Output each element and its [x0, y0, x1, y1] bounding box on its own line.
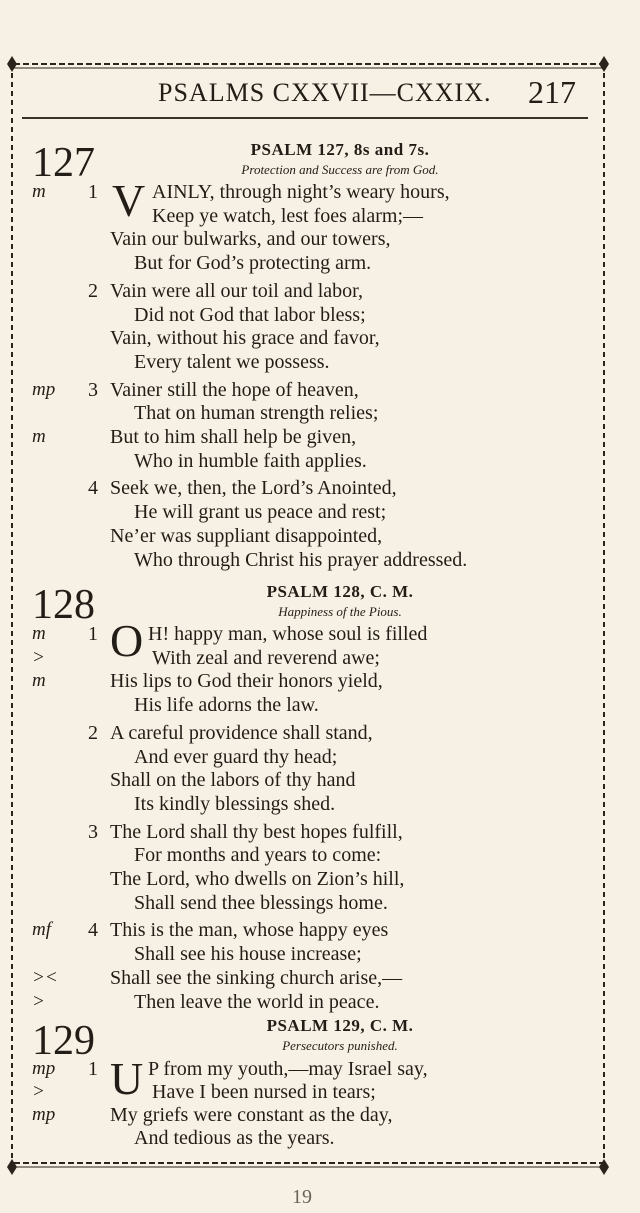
psalm-number: 129: [32, 1018, 95, 1064]
verse-text: Seek we, then, the Lord’s Anointed,: [110, 477, 397, 500]
psalm-title: PSALM 128, C. M.: [266, 582, 414, 601]
verse-line: [0, 1104, 640, 1128]
verse-line: [0, 252, 640, 276]
running-head-title: PSALMS CXXVII—CXXIX.: [158, 78, 492, 107]
verse-text: P from my youth,—may Israel say,: [148, 1058, 428, 1080]
psalm-number: 127: [32, 140, 95, 186]
verse-text: That on human strength relies;: [134, 402, 379, 425]
verse-number: 4: [88, 477, 98, 500]
psalm-title: PSALM 127, 8s and 7s.: [250, 140, 430, 159]
verse-text: My griefs were constant as the day,: [110, 1104, 393, 1126]
dynamic-marking: mf: [32, 919, 51, 941]
verse-text: Keep ye watch, lest foes alarm;—: [152, 204, 424, 227]
verse-text: His lips to God their honors yield,: [110, 670, 383, 693]
verse-line: [0, 525, 640, 549]
psalm-subtitle: Happiness of the Pious.: [278, 604, 402, 619]
page-number: 217: [528, 74, 576, 110]
verse-number: 1: [88, 1058, 98, 1080]
verse-text: AINLY, through night’s weary hours,: [152, 181, 450, 203]
verse-text: His life adorns the law.: [134, 694, 319, 717]
drop-cap: V: [112, 175, 146, 226]
verse-line: [0, 304, 640, 328]
verse-text: Every talent we possess.: [134, 350, 330, 373]
verse-text: A careful providence shall stand,: [110, 721, 373, 744]
verse-text: H! happy man, whose soul is filled: [148, 623, 428, 645]
verse-text: The Lord shall thy best hopes fulfill,: [110, 820, 403, 843]
signature-mark: 19: [292, 1186, 312, 1208]
verse-number: 4: [88, 919, 98, 942]
dynamic-marking: m: [32, 181, 46, 202]
psalm-subtitle: Persecutors punished.: [282, 1038, 398, 1053]
running-head: [0, 74, 640, 114]
verse-line: [0, 351, 640, 375]
verse-line: [0, 549, 640, 573]
verse-line: [0, 967, 640, 991]
dynamic-marking: m: [32, 426, 46, 447]
verse-number: 1: [88, 181, 98, 203]
verse-line: [0, 181, 640, 205]
verse-line: [0, 1127, 640, 1151]
verse-text: Shall see his house increase;: [134, 943, 362, 966]
verse-text: Who through Christ his prayer addressed.: [134, 548, 468, 571]
dynamic-marking: ><: [32, 966, 58, 988]
verse-text: And tedious as the years.: [134, 1127, 335, 1149]
verse-text: This is the man, whose happy eyes: [110, 919, 389, 942]
verse-number: 2: [88, 279, 98, 302]
verse-text: Who in humble faith applies.: [134, 449, 367, 472]
psalm-subtitle: Protection and Success are from God.: [241, 162, 439, 177]
verse-number: 3: [88, 378, 98, 401]
verse-line: [0, 769, 640, 793]
verse-text: The Lord, who dwells on Zion’s hill,: [110, 868, 405, 890]
verse-text: Shall send thee blessings home.: [134, 891, 388, 914]
verse-line: [0, 647, 640, 671]
verse-line: [0, 1058, 640, 1082]
verse-text: He will grant us peace and rest;: [134, 501, 387, 524]
verse-line: [0, 892, 640, 916]
verse-line: [0, 793, 640, 817]
verse-line: [0, 280, 640, 304]
verse-line: [0, 379, 640, 403]
verse-text: But for God’s protecting arm.: [134, 252, 372, 275]
dynamic-marking: mp: [32, 1104, 56, 1125]
dynamic-marking: >: [32, 646, 45, 668]
verse-text: Then leave the world in peace.: [134, 990, 380, 1013]
psalm-number: 128: [32, 582, 95, 628]
verse-line: [0, 991, 640, 1015]
verse-text: Shall see the sinking church arise,—: [110, 966, 403, 989]
verse-line: [0, 670, 640, 694]
verse-text: Have I been nursed in tears;: [152, 1081, 376, 1103]
verse-line: [0, 501, 640, 525]
verse-text: Vain our bulwarks, and our towers,: [110, 228, 391, 251]
verse-text: With zeal and reverend awe;: [152, 646, 380, 669]
drop-cap: O: [110, 615, 144, 666]
verse-line: [0, 844, 640, 868]
verse-line: [0, 943, 640, 967]
verse-line: [0, 919, 640, 943]
verse-text: Its kindly blessings shed.: [134, 792, 336, 815]
verse-line: [0, 426, 640, 450]
verse-line: [0, 402, 640, 426]
verse-text: Vain, without his grace and favor,: [110, 327, 380, 350]
verse-text: Vain were all our toil and labor,: [110, 279, 364, 302]
dynamic-marking: mp: [32, 1058, 56, 1079]
verse-line: [0, 821, 640, 845]
verse-number: 3: [88, 820, 98, 843]
dynamic-marking: >: [32, 1081, 45, 1102]
dynamic-marking: >: [32, 990, 45, 1012]
verse-line: [0, 694, 640, 718]
header-rule: [22, 117, 588, 119]
verse-text: Ne’er was suppliant disappointed,: [110, 524, 383, 547]
verse-line: [0, 623, 640, 647]
verse-text: Vainer still the hope of heaven,: [110, 378, 359, 401]
verse-number: 1: [88, 623, 98, 645]
verse-text: Did not God that labor bless;: [134, 303, 366, 326]
verse-text: And ever guard thy head;: [134, 745, 338, 768]
verse-line: [0, 327, 640, 351]
drop-cap: U: [110, 1053, 144, 1104]
psalm-title: PSALM 129, C. M.: [266, 1016, 414, 1035]
dynamic-marking: mp: [32, 378, 56, 400]
verse-text: For months and years to come:: [134, 844, 382, 867]
verse-text: But to him shall help be given,: [110, 426, 357, 448]
verse-line: [0, 746, 640, 770]
verse-number: 2: [88, 721, 98, 744]
verse-line: [0, 450, 640, 474]
verse-text: Shall on the labors of thy hand: [110, 769, 356, 792]
verse-line: [0, 1081, 640, 1105]
dynamic-marking: m: [32, 623, 46, 644]
verse-line: [0, 868, 640, 892]
verse-line: [0, 477, 640, 501]
dynamic-marking: m: [32, 670, 46, 692]
verse-line: [0, 228, 640, 252]
verse-line: [0, 722, 640, 746]
verse-line: [0, 205, 640, 229]
